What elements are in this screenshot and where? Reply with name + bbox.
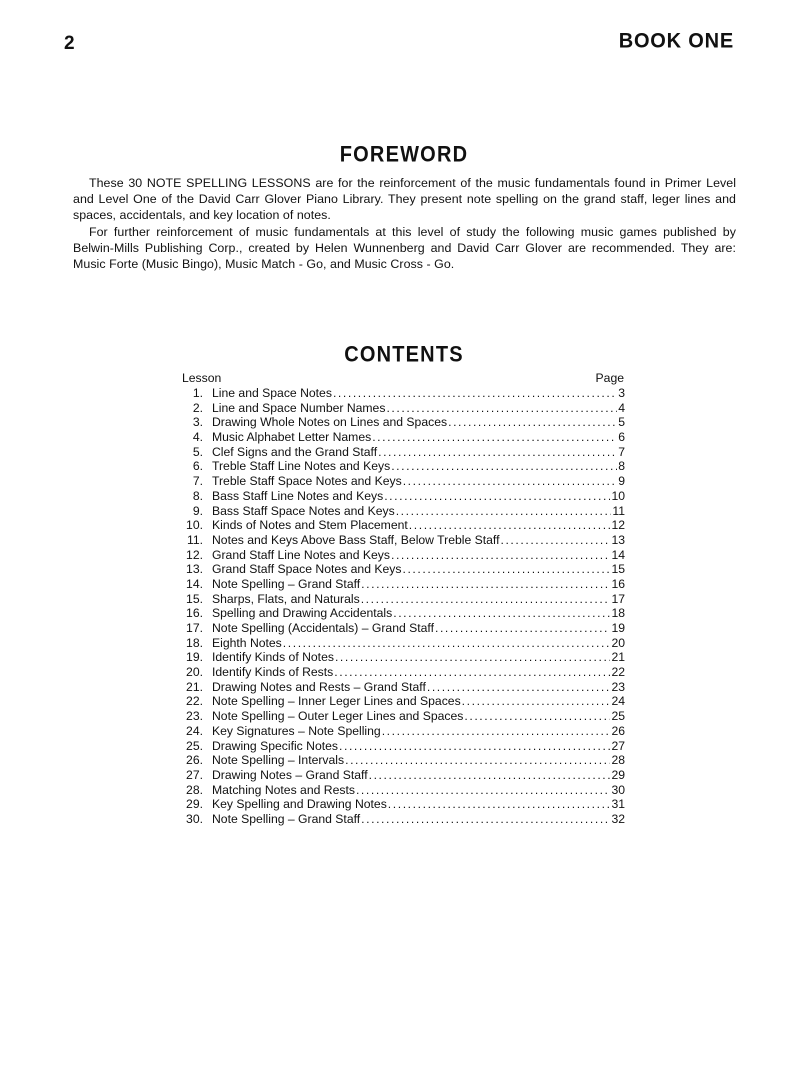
dot-leader [402,562,610,577]
toc-entry [176,621,625,636]
toc-entry-title: Drawing Whole Notes on Lines and Spaces [212,415,448,430]
toc-entry-page: 11 [612,503,625,518]
toc-entry [176,504,625,519]
toc-entry-title: Drawing Notes – Grand Staff [212,767,368,782]
toc-entry-page: 31 [611,797,625,812]
toc-entry-title: Notes and Keys Above Bass Staff, Below Treble Staff [212,532,500,547]
dot-leader [378,445,617,460]
toc-entry [176,430,625,445]
toc-entry-title: Note Spelling – Intervals [212,753,345,768]
toc-entry-title: Line and Space Notes [212,386,332,400]
dot-leader [500,533,610,548]
toc-entry-page: 14 [611,547,625,562]
toc-entry-title: Bass Staff Space Notes and Keys [212,503,395,518]
contents-heading: CONTENTS [344,342,464,368]
toc-entry-number: 12. [186,547,203,562]
toc-entry-title: Matching Notes and Rests [212,782,355,797]
toc-entry-number: 6. [192,459,203,474]
toc-entry-number: 9. [192,503,203,518]
toc-entry-title: Identify Kinds of Notes [212,650,334,665]
toc-entry-number: 25. [186,738,203,753]
toc-entry-title: Treble Staff Space Notes and Keys [212,474,402,489]
toc-entry-page: 27 [611,738,625,753]
dot-leader [382,724,611,739]
toc-entry-title: Note Spelling – Grand Staff [212,811,361,826]
dot-leader [345,753,610,768]
toc-entry-page: 8 [618,459,625,474]
toc-entry-number: 19. [186,650,203,665]
toc-entry-number: 21. [186,679,203,694]
toc-entry-page: 9 [618,474,625,489]
dot-leader [409,518,611,533]
lesson-column-label: Lesson [182,371,222,385]
toc-entry-page: 18 [611,606,625,621]
toc-entry-page: 12 [611,518,625,533]
dot-leader [339,739,610,754]
toc-entry-page: 25 [611,709,625,724]
toc-entry-number: 23. [186,709,203,724]
toc-entry [176,386,625,401]
toc-entry-number: 10. [186,518,203,533]
toc-entry [176,812,625,827]
toc-entry [176,489,625,504]
book-title: BOOK ONE [618,29,734,53]
toc-entry-page: 19 [611,621,625,635]
toc-entry-number: 11. [186,532,203,547]
toc-entry-title: Key Spelling and Drawing Notes [212,797,387,812]
toc-entry-number: 4. [192,430,203,445]
toc-entry-title: Line and Space Number Names [212,400,386,415]
dot-leader [427,680,611,695]
foreword-paragraph: These 30 NOTE SPELLING LESSONS are for the reinforcement of the music fundamentals found in Primer Level and Level One of the David Carr Glover Piano Library. They present note spelling on the grand staff, leger lines and spaces, accidentals, and key location of notes. [73,176,736,223]
toc-entry-page: 5 [618,415,625,430]
toc-entry-page: 23 [611,679,625,694]
toc-entry-page: 22 [611,665,625,680]
toc-entry-number: 14. [186,576,203,591]
toc-entry-number: 7. [192,474,203,489]
toc-entry-title: Drawing Specific Notes [212,738,338,753]
toc-entry [176,680,625,695]
toc-entry-number: 28. [186,782,203,797]
toc-entry [176,783,625,798]
toc-entry-page: 15 [611,562,625,577]
toc-entry [176,768,625,783]
toc-entry [176,592,625,607]
toc-entry-number: 29. [186,797,203,812]
toc-entry-number: 20. [186,665,203,680]
dot-leader [384,489,610,504]
toc-entry-page: 24 [611,694,625,709]
toc-entry-title: Clef Signs and the Grand Staff [212,444,378,459]
toc-entry [176,577,625,592]
dot-leader [403,474,618,489]
dot-leader [391,548,610,563]
toc-entry [176,562,625,577]
toc-entry [176,694,625,709]
dot-leader [386,401,617,416]
toc-entry-number: 26. [186,753,203,768]
toc-entry [176,401,625,416]
foreword-paragraph: For further reinforcement of music fundamentals at this level of study the following music games published by Belwin-Mills Publishing Corp., created by Helen Wunnenberg and David Carr Glover are recommended. They are: Music Forte (Music Bingo), Music Match - Go, and Music Cross - Go. [73,224,736,272]
toc-entry [176,459,625,474]
dot-leader [333,386,617,401]
toc-entry [176,474,625,489]
toc-entry-number: 24. [186,723,203,738]
toc-entry [176,709,625,724]
toc-entry [176,753,625,768]
dot-leader [372,430,617,445]
toc-entry-page: 6 [618,430,625,445]
foreword-heading: FOREWORD [339,142,469,168]
toc-entry-number: 16. [186,606,203,621]
toc-entry [176,415,625,430]
toc-entry [176,548,625,563]
toc-entry-title: Eighth Notes [212,635,282,650]
toc-entry-page: 26 [611,723,625,738]
toc-entry-title: Note Spelling – Grand Staff [212,576,361,591]
toc-entry-page: 3 [618,386,625,400]
toc-entry-number: 8. [192,488,203,503]
toc-entry-number: 15. [186,591,203,606]
toc-entry-number: 13. [186,562,203,577]
toc-entry [176,797,625,812]
table-of-contents [176,370,625,827]
dot-leader [283,636,611,651]
toc-entry-number: 1. [192,386,203,400]
dot-leader [388,797,611,812]
dot-leader [464,709,610,724]
dot-leader [361,812,610,827]
toc-entry-page: 13 [611,532,625,547]
page-column-label: Page [595,371,624,385]
toc-entry-page: 4 [618,400,625,415]
toc-entry-title: Note Spelling – Outer Leger Lines and Spaces [212,709,464,724]
dot-leader [334,665,610,680]
toc-entry-title: Music Alphabet Letter Names [212,430,372,445]
dot-leader [435,621,610,636]
toc-entry-title: Grand Staff Line Notes and Keys [212,547,390,562]
dot-leader [391,459,617,474]
dot-leader [369,768,611,783]
dot-leader [356,783,611,798]
toc-entry-title: Grand Staff Space Notes and Keys [212,562,402,577]
toc-entry [176,665,625,680]
foreword-body [73,175,736,272]
toc-entry-page: 10 [611,488,625,503]
toc-entry-page: 21 [611,650,625,665]
toc-entry [176,724,625,739]
toc-entry [176,445,625,460]
toc-entry [176,533,625,548]
dot-leader [462,694,611,709]
toc-entry-number: 27. [186,767,203,782]
toc-header [176,370,625,386]
toc-entry-number: 30. [186,811,203,826]
toc-entry-number: 22. [186,694,203,709]
toc-entry [176,606,625,621]
page-number: 2 [64,33,76,54]
toc-entry-title: Note Spelling (Accidentals) – Grand Staff [212,621,434,635]
dot-leader [448,415,617,430]
toc-entry [176,518,625,533]
toc-entry-title: Treble Staff Line Notes and Keys [212,459,391,474]
toc-entry [176,636,625,651]
toc-entry-number: 18. [186,635,203,650]
dot-leader [335,650,610,665]
toc-entry-page: 16 [611,576,625,591]
toc-entry-title: Kinds of Notes and Stem Placement [212,518,408,533]
dot-leader [361,592,611,607]
toc-entry [176,650,625,665]
dot-leader [393,606,610,621]
dot-leader [396,504,612,519]
toc-entry-number: 3. [192,415,203,430]
toc-entry-page: 20 [611,635,625,650]
toc-entry-number: 5. [192,444,203,459]
toc-entry-title: Spelling and Drawing Accidentals [212,606,393,621]
toc-entry-title: Drawing Notes and Rests – Grand Staff [212,679,426,694]
toc-entry-page: 28 [611,753,625,768]
toc-entry-title: Note Spelling – Inner Leger Lines and Spaces [212,694,461,709]
toc-entry-page: 7 [618,444,625,459]
toc-entry-page: 32 [611,811,625,826]
toc-entry-title: Identify Kinds of Rests [212,665,334,680]
toc-entry-number: 2. [192,400,203,415]
toc-entry-page: 17 [611,591,625,606]
toc-entry-page: 29 [611,767,625,782]
toc-entry-title: Sharps, Flats, and Naturals [212,591,360,606]
toc-entry-title: Key Signatures – Note Spelling [212,723,381,738]
toc-entry-number: 17. [186,621,203,635]
toc-entry [176,739,625,754]
toc-entry-title: Bass Staff Line Notes and Keys [212,488,384,503]
toc-entry-page: 30 [611,782,625,797]
toc-entries [176,386,625,827]
dot-leader [361,577,610,592]
